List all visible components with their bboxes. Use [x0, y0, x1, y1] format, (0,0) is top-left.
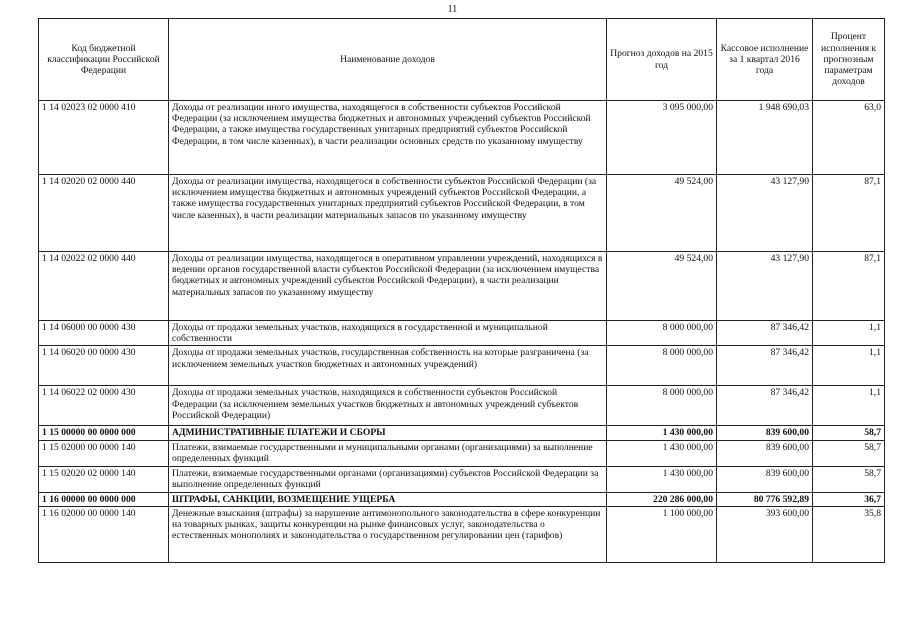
name-cell: Доходы от реализации имущества, находящегося в собственности субъектов Российской Федерации (за исключением имущества бюджетных и автономных учреждений субъектов Российской Федерации, а также имущества государственных унитарных предприятий субъектов Российской Федерации, в том числе казенных), в части реализации материальных запасов по указанному имуществу	[169, 175, 607, 252]
forecast-cell: 49 524,00	[607, 252, 717, 321]
percent-cell: 1,1	[813, 386, 885, 426]
cash-cell: 43 127,90	[717, 252, 813, 321]
table-row	[39, 321, 885, 346]
name-cell: АДМИНИСТРАТИВНЫЕ ПЛАТЕЖИ И СБОРЫ	[169, 426, 607, 440]
forecast-cell: 220 286 000,00	[607, 492, 717, 506]
code-cell: 1 15 02000 00 0000 140	[39, 440, 169, 466]
cash-cell: 87 346,42	[717, 321, 813, 346]
name-cell: Доходы от реализации имущества, находящегося в оперативном управлении учреждений, находящихся в ведении органов государственной власти субъектов Российской Федерации (за исключением имущества бюджетных и автономных учреждений субъектов Российской Федерации), в части реализации материальных запасов по указанному имуществу	[169, 252, 607, 321]
code-cell: 1 14 02023 02 0000 410	[39, 101, 169, 175]
header-forecast: Прогноз доходов на 2015 год	[607, 19, 717, 101]
cash-cell: 839 600,00	[717, 440, 813, 466]
code-cell: 1 15 02020 02 0000 140	[39, 466, 169, 492]
percent-cell: 1,1	[813, 321, 885, 346]
forecast-cell: 1 100 000,00	[607, 506, 717, 562]
table-row	[39, 492, 885, 506]
percent-cell: 58,7	[813, 426, 885, 440]
cash-cell: 839 600,00	[717, 466, 813, 492]
forecast-cell: 1 430 000,00	[607, 440, 717, 466]
header-percent: Процент исполнения к прогнозным параметрам доходов	[813, 19, 885, 101]
name-cell: ШТРАФЫ, САНКЦИИ, ВОЗМЕЩЕНИЕ УЩЕРБА	[169, 492, 607, 506]
cash-cell: 839 600,00	[717, 426, 813, 440]
table-row	[39, 440, 885, 466]
header-cash: Кассовое исполнение за 1 квартал 2016 года	[717, 19, 813, 101]
forecast-cell: 1 430 000,00	[607, 466, 717, 492]
name-cell: Доходы от продажи земельных участков, находящихся в собственности субъектов Российской Федерации (за исключением земельных участков бюджетных и автономных учреждений субъектов Российской Федерации)	[169, 386, 607, 426]
forecast-cell: 1 430 000,00	[607, 426, 717, 440]
page-number: 11	[447, 4, 458, 15]
code-cell: 1 14 02022 02 0000 440	[39, 252, 169, 321]
header-name: Наименование доходов	[169, 19, 607, 101]
table-row	[39, 175, 885, 252]
percent-cell: 63,0	[813, 101, 885, 175]
code-cell: 1 14 02020 02 0000 440	[39, 175, 169, 252]
code-cell: 1 14 06000 00 0000 430	[39, 321, 169, 346]
code-cell: 1 16 00000 00 0000 000	[39, 492, 169, 506]
header-code: Код бюджетной классификации Российской Федерации	[39, 19, 169, 101]
percent-cell: 58,7	[813, 466, 885, 492]
name-cell: Доходы от продажи земельных участков, находящихся в государственной и муниципальной собственности	[169, 321, 607, 346]
name-cell: Доходы от продажи земельных участков, государственная собственность на которые разграничена (за исключением земельных участков бюджетных и автономных учреждений)	[169, 346, 607, 386]
percent-cell: 87,1	[813, 252, 885, 321]
cash-cell: 1 948 690,03	[717, 101, 813, 175]
table-row	[39, 386, 885, 426]
percent-cell: 58,7	[813, 440, 885, 466]
code-cell: 1 14 06020 00 0000 430	[39, 346, 169, 386]
name-cell: Платежи, взимаемые государственными и муниципальными органами (организациями) за выполнение определенных функций	[169, 440, 607, 466]
table-row	[39, 466, 885, 492]
code-cell: 1 14 06022 02 0000 430	[39, 386, 169, 426]
forecast-cell: 8 000 000,00	[607, 346, 717, 386]
forecast-cell: 8 000 000,00	[607, 321, 717, 346]
code-cell: 1 16 02000 00 0000 140	[39, 506, 169, 562]
table-row	[39, 346, 885, 386]
percent-cell: 36,7	[813, 492, 885, 506]
revenue-table	[38, 18, 885, 563]
forecast-cell: 8 000 000,00	[607, 386, 717, 426]
cash-cell: 87 346,42	[717, 386, 813, 426]
name-cell: Платежи, взимаемые государственными органами (организациями) субъектов Российской Федерации за выполнение определенных функций	[169, 466, 607, 492]
table-row	[39, 426, 885, 440]
forecast-cell: 49 524,00	[607, 175, 717, 252]
cash-cell: 87 346,42	[717, 346, 813, 386]
cash-cell: 80 776 592,89	[717, 492, 813, 506]
cash-cell: 43 127,90	[717, 175, 813, 252]
name-cell: Доходы от реализации иного имущества, находящегося в собственности субъектов Российской Федерации (за исключением имущества бюджетных и автономных учреждений субъектов Российской Федерации, а также имущества государственных унитарных предприятий субъектов Российской Федерации, в том числе казенных), в части реализации основных средств по указанному имуществу	[169, 101, 607, 175]
percent-cell: 87,1	[813, 175, 885, 252]
table-row	[39, 252, 885, 321]
forecast-cell: 3 095 000,00	[607, 101, 717, 175]
name-cell: Денежные взыскания (штрафы) за нарушение антимонопольного законодательства в сфере конкуренции на товарных рынках, защиты конкуренции на рынке финансовых услуг, законодательства о естественных монополиях и законодательства о государственном регулировании цен (тарифов)	[169, 506, 607, 562]
table-row	[39, 506, 885, 562]
code-cell: 1 15 00000 00 0000 000	[39, 426, 169, 440]
percent-cell: 35,8	[813, 506, 885, 562]
cash-cell: 393 600,00	[717, 506, 813, 562]
table-header-row	[39, 19, 885, 101]
table-row	[39, 101, 885, 175]
percent-cell: 1,1	[813, 346, 885, 386]
